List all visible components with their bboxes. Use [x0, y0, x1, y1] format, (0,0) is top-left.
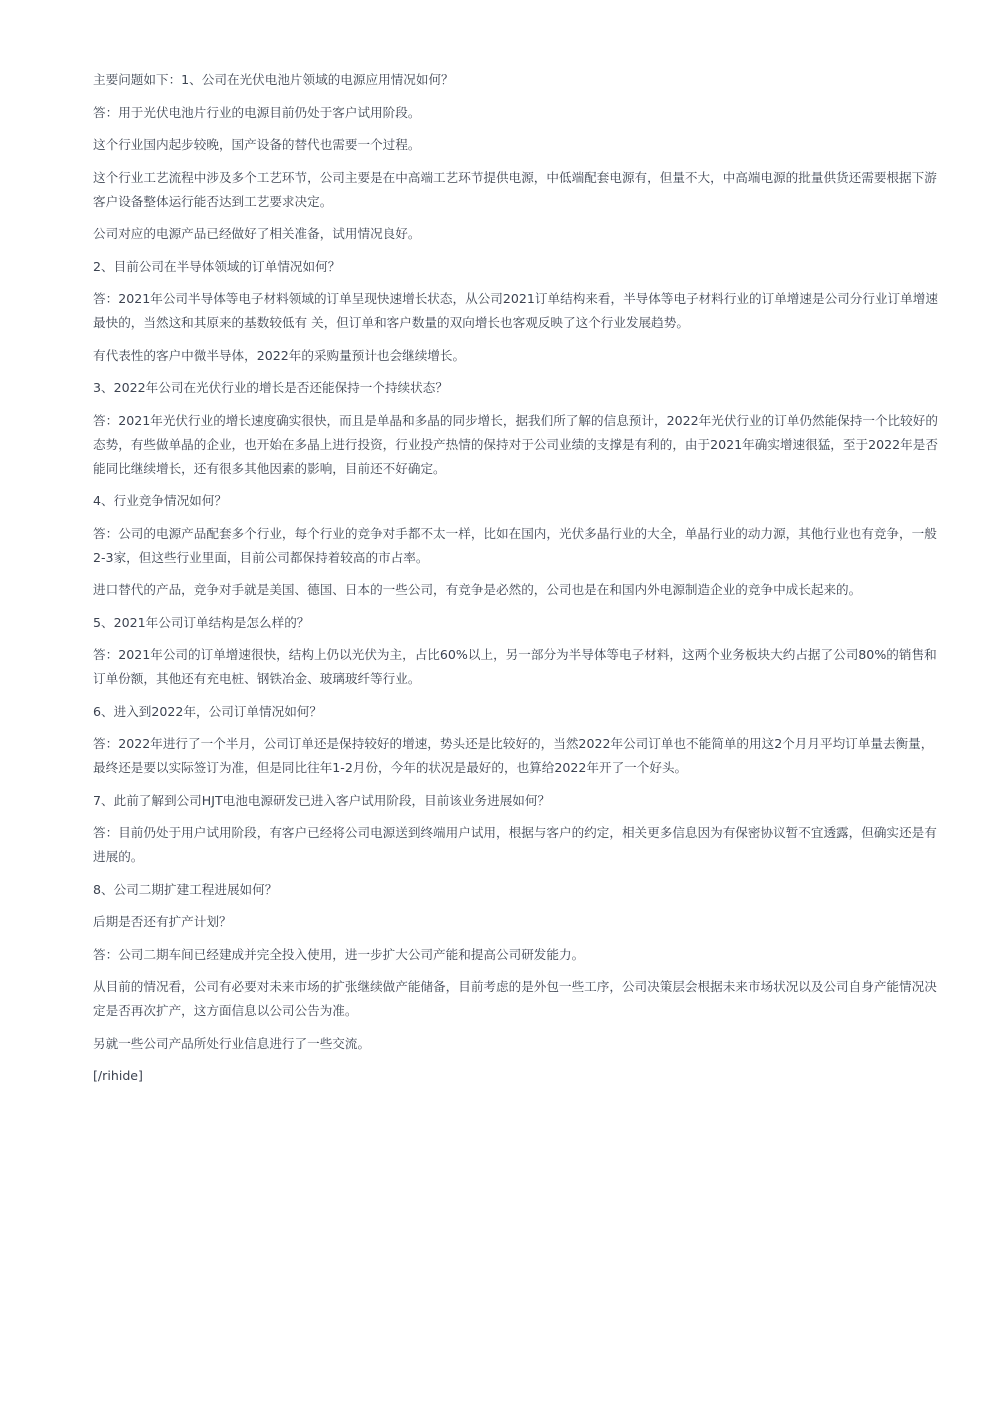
hide-tag: [/rihide] — [93, 1068, 143, 1083]
question-2: 2、目前公司在半导体领域的订单情况如何？ — [93, 258, 341, 274]
answer-1-paragraph-1: 答：用于光伏电池片行业的电源目前仍处于客户试用阶段。 — [93, 104, 421, 120]
question-4: 4、行业竞争情况如何？ — [93, 493, 227, 508]
question-8-followup: 后期是否还有扩产计划？ — [93, 914, 232, 929]
answer-2-paragraph-2: 有代表性的客户中微半导体，2022年的采购量预计也会继续增长。 — [93, 347, 466, 363]
question-6: 6、进入到2022年，公司订单情况如何？ — [93, 703, 322, 719]
question-5: 5、2021年公司订单结构是怎么样的？ — [93, 614, 310, 630]
answer-1-paragraph-4: 公司对应的电源产品已经做好了相关准备，试用情况良好。 — [93, 226, 421, 241]
closing-note: 另就一些公司产品所处行业信息进行了一些交流。 — [93, 1035, 371, 1051]
answer-1-paragraph-3: 这个行业工艺流程中涉及多个工艺环节，公司主要是在中高端工艺环节提供电源，中低端配套电源有，但量不大，中高端电源的批量供货还需要根据下游客户设备整体运行能否达到工艺要求决定。 — [93, 169, 937, 209]
document-body — [93, 68, 943, 1097]
answer-7: 答：目前仍处于用户试用阶段，有客户已经将公司电源送到终端用户试用，根据与客户的约定，相关更多信息因为有保密协议暂不宜透露，但确实还是有进展的。 — [93, 825, 937, 864]
answer-3: 答：2021年光伏行业的增长速度确实很快，而且是单晶和多晶的同步增长，据我们所了解的信息预计，2022年光伏行业的订单仍然能保持一个比较好的态势，有些做单晶的企业，也开始在多晶上进行投资，行业投产热情的保持对于公司业绩的支撑是有利的，由于2021年确实增速很猛，至于2022年是否能同比继续增长，还有很多其他因素的影响，目前还不好确定。 — [93, 412, 938, 476]
answer-1-paragraph-2: 这个行业国内起步较晚，国产设备的替代也需要一个过程。 — [93, 137, 421, 152]
question-7: 7、此前了解到公司HJT电池电源研发已进入客户试用阶段，目前该业务进展如何？ — [93, 792, 551, 808]
intro-question-1: 主要问题如下：1、公司在光伏电池片领域的电源应用情况如何？ — [93, 72, 454, 87]
answer-6: 答：2022年进行了一个半月，公司订单还是保持较好的增速，势头还是比较好的，当然2022年公司订单也不能简单的用这2个月月平均订单量去衡量，最终还是要以实际签订为准，但是同比往年1-2月份，今年的状况是最好的，也算给2022年开了一个好头。 — [93, 736, 934, 775]
answer-2-paragraph-1: 答：2021年公司半导体等电子材料领域的订单呈现快速增长状态，从公司2021订单结构来看，半导体等电子材料行业的订单增速是公司分行业订单增速最快的，当然这和其原来的基数较低有 关，但订单和客户数量的双向增长也客观反映了这个行业发展趋势。 — [93, 291, 938, 330]
answer-4-paragraph-2: 进口替代的产品，竞争对手就是美国、德国、日本的一些公司，有竞争是必然的，公司也是在和国内外电源制造企业的竞争中成长起来的。 — [93, 582, 862, 597]
answer-4-paragraph-1: 答：公司的电源产品配套多个行业，每个行业的竞争对手都不太一样，比如在国内，光伏多晶行业的大全，单晶行业的动力源，其他行业也有竞争，一般2-3家，但这些行业里面，目前公司都保持着较高的市占率。 — [93, 525, 937, 565]
answer-8-paragraph-2: 从目前的情况看，公司有必要对未来市场的扩张继续做产能储备，目前考虑的是外包一些工序，公司决策层会根据未来市场状况以及公司自身产能情况决定是否再次扩产，这方面信息以公司公告为准。 — [93, 979, 937, 1018]
answer-8-paragraph-1: 答：公司二期车间已经建成并完全投入使用，进一步扩大公司产能和提高公司研发能力。 — [93, 946, 585, 962]
answer-5: 答：2021年公司的订单增速很快，结构上仍以光伏为主，占比60%以上，另一部分为半导体等电子材料，这两个业务板块大约占据了公司80%的销售和订单份额，其他还有充电桩、钢铁冶金、玻璃玻纤等行业。 — [93, 647, 937, 686]
question-8: 8、公司二期扩建工程进展如何？ — [93, 881, 278, 897]
question-3: 3、2022年公司在光伏行业的增长是否还能保持一个持续状态？ — [93, 380, 448, 395]
